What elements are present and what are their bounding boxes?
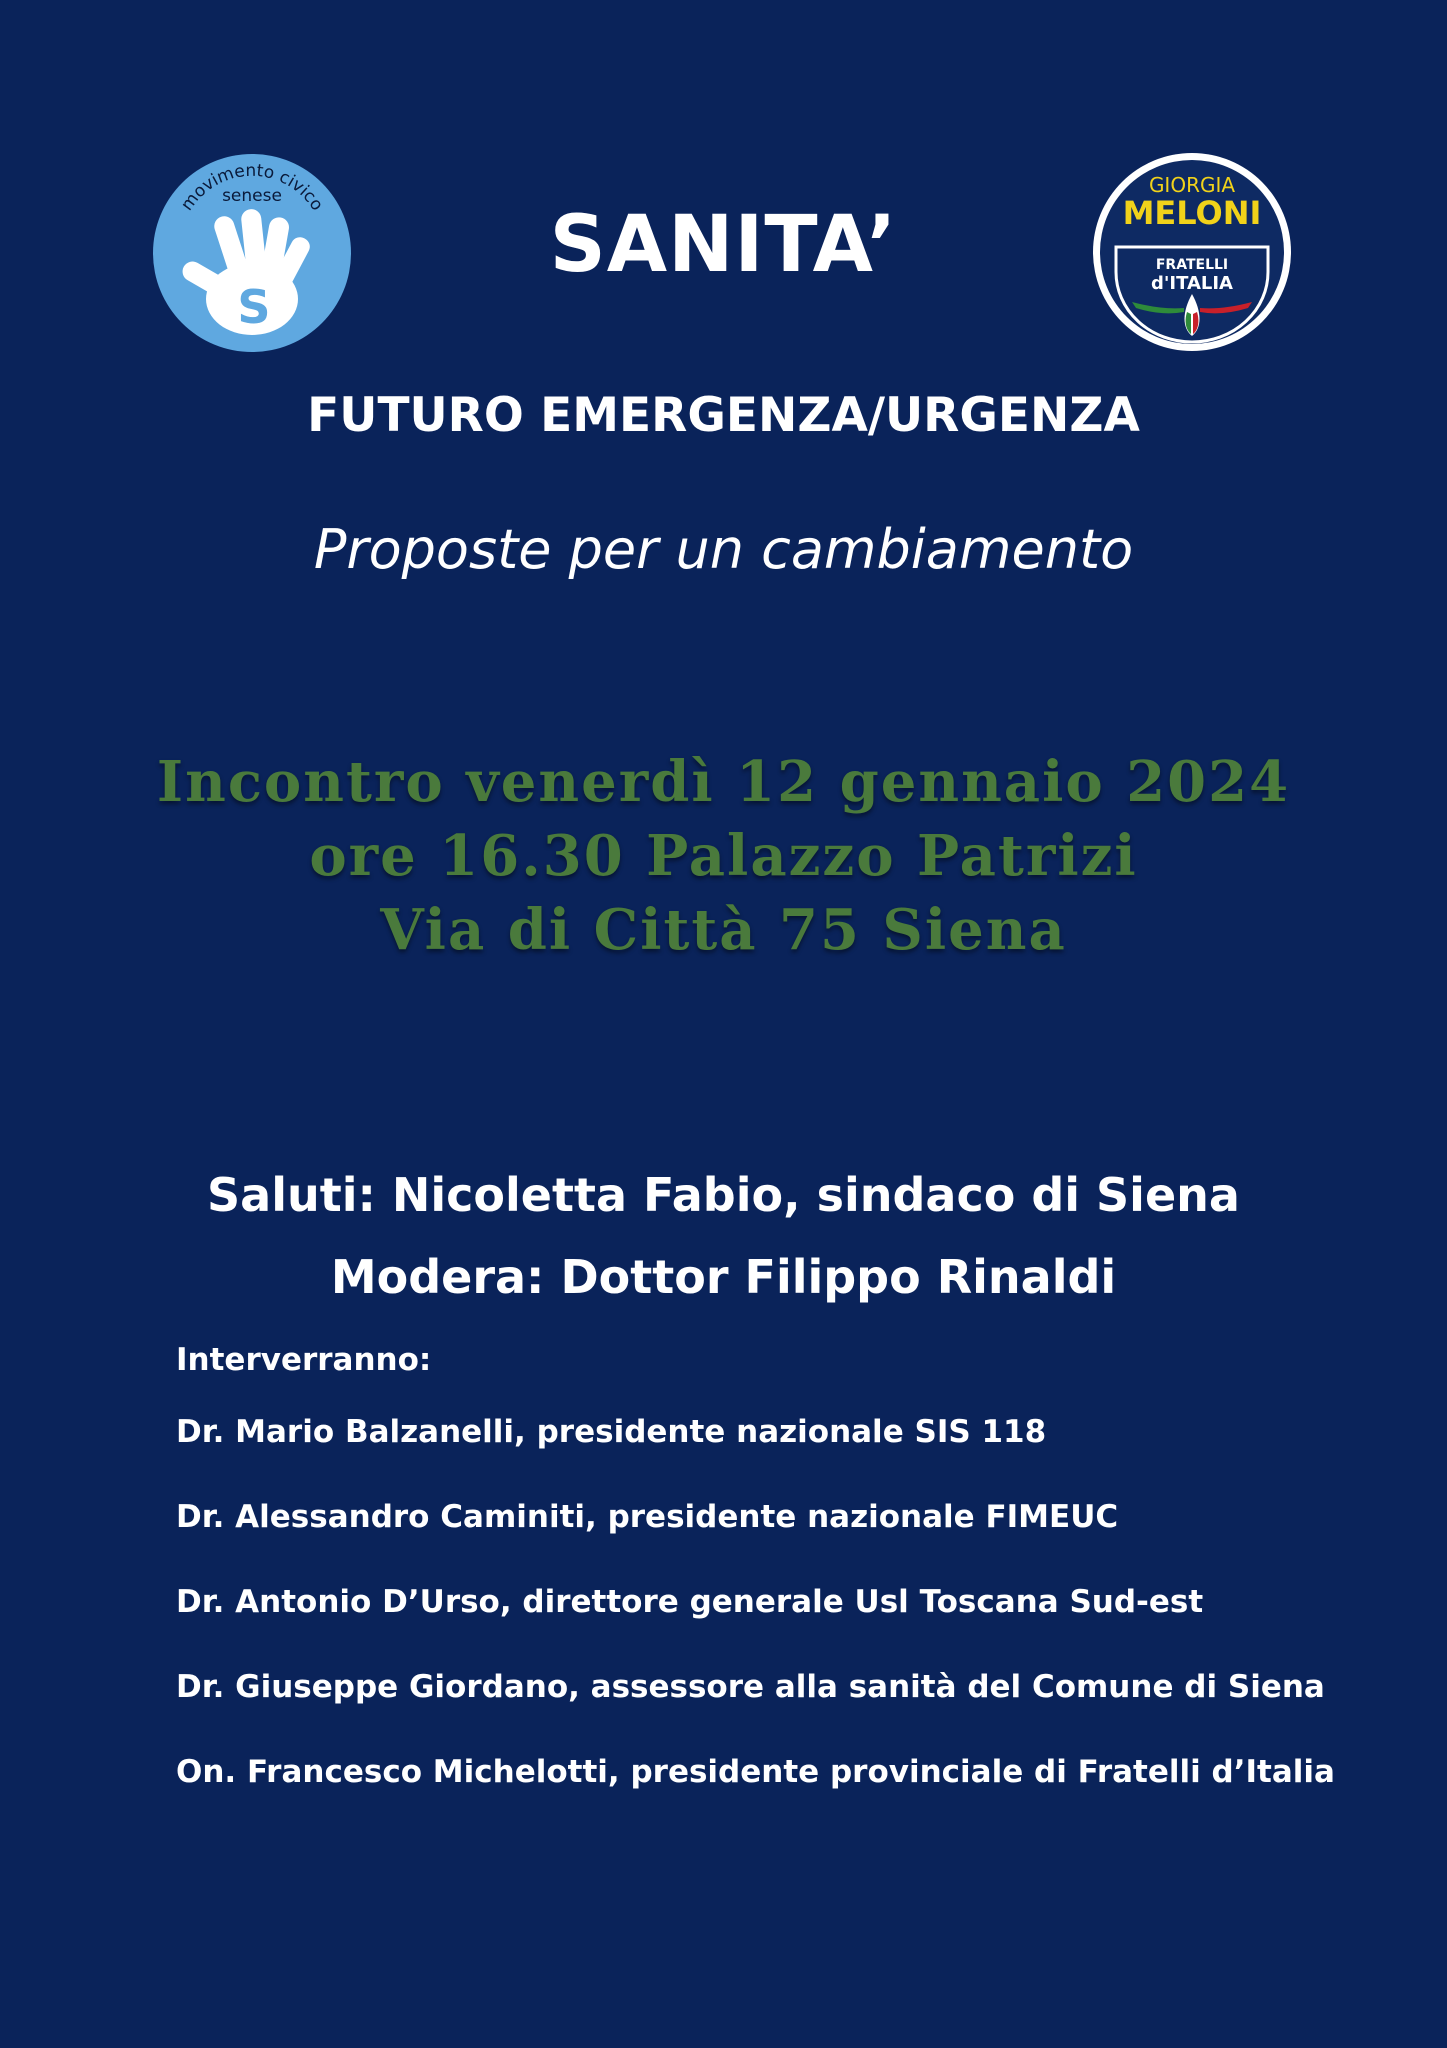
- tagline: Proposte per un cambiamento: [313, 518, 1134, 581]
- logo-right-line3: FRATELLI: [1155, 257, 1229, 273]
- event-address-line: Via di Città 75 Siena: [380, 897, 1067, 963]
- greetings-line: Saluti: Nicoletta Fabio, sindaco di Siena: [207, 1168, 1240, 1222]
- logo-left-bottom-text: senese: [222, 186, 282, 206]
- moderator-line: Modera: Dottor Filippo Rinaldi: [330, 1250, 1117, 1304]
- speakers-list: [176, 1340, 1416, 1827]
- speaker-item: Dr. Alessandro Caminiti, presidente nazionale FIMEUC: [176, 1499, 1119, 1535]
- event-details: [0, 745, 1447, 967]
- speaker-item: Dr. Antonio D’Urso, direttore generale Usl Toscana Sud-est: [176, 1584, 1204, 1620]
- logo-right-line1: GIORGIA: [1148, 173, 1236, 197]
- page-subtitle: FUTURO EMERGENZA/URGENZA: [307, 388, 1140, 443]
- event-date-line: Incontro venerdì 12 gennaio 2024: [156, 749, 1291, 815]
- logo-right-line4: d'ITALIA: [1150, 273, 1234, 294]
- event-time-venue-line: ore 16.30 Palazzo Patrizi: [309, 823, 1138, 889]
- speaker-item: Dr. Mario Balzanelli, presidente nazionale SIS 118: [176, 1414, 1047, 1450]
- page-title: SANITA’: [549, 200, 898, 290]
- logo-right-line2: MELONI: [1122, 194, 1262, 232]
- logo-left-arc-text: movimento civico: [177, 160, 327, 215]
- logo-left-letter: S: [237, 280, 271, 334]
- speaker-item: On. Francesco Michelotti, presidente provinciale di Fratelli d’Italia: [176, 1754, 1335, 1790]
- speakers-heading: Interverranno:: [176, 1342, 432, 1378]
- speaker-item: Dr. Giuseppe Giordano, assessore alla sanità del Comune di Siena: [176, 1669, 1325, 1705]
